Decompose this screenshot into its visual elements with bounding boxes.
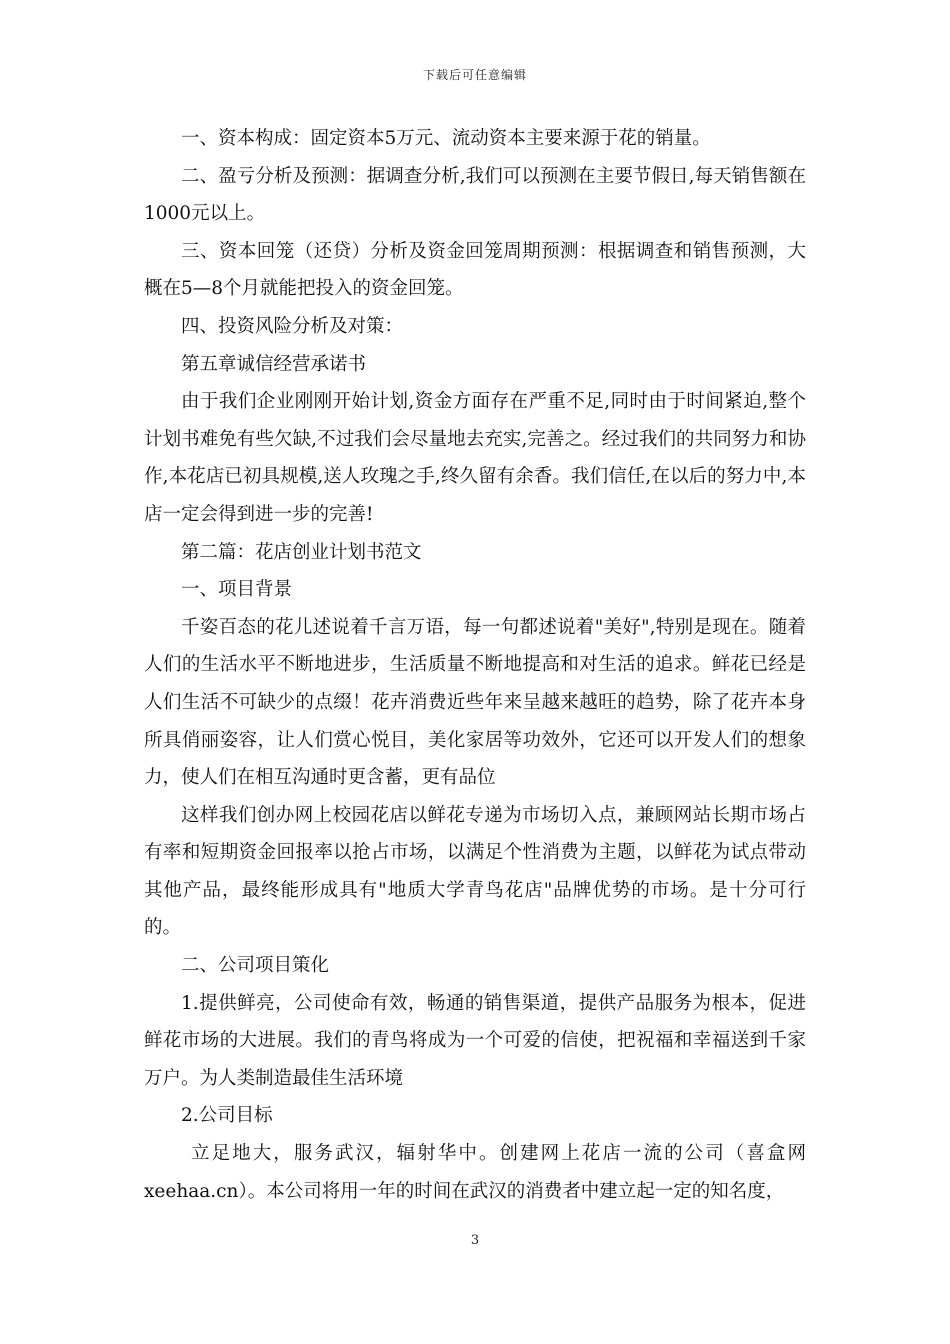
paragraph-project-background: 千姿百态的花儿述说着千言万语，每一句都述说着"美好",特别是现在。随着人们的生活水平不断地进步，生活质量不断地提高和对生活的追求。鲜花已经是人们生活不可缺少的点缀！花卉消费近些年来呈越来越旺的趋势，除了花卉本身所具俏丽姿容，让人们赏心悦目，美化家居等功效外，它还可以开发人们的想象力，使人们在相互沟通时更含蓄，更有品位 (144, 616, 806, 789)
page-number: 3 (470, 1233, 480, 1248)
section-two-heading: 第二篇：花店创业计划书范文 (181, 541, 422, 563)
paragraph-investment-risk: 四、投资风险分析及对策： (181, 315, 404, 337)
paragraph-company-goal: 立足地大，服务武汉，辐射华中。创建网上花店一流的公司（喜盒网xeehaa.cn）。本公司将用一年的时间在武汉的消费者中建立起一定的知名度， (144, 1143, 806, 1202)
paragraph-online-flower-shop: 这样我们创办网上校园花店以鲜花专递为市场切入点，兼顾网站长期市场占有率和短期资金回报率以抢占市场，以满足个性消费为主题，以鲜花为试点带动其他产品，最终能形成具有"地质大学青鸟花店"品牌优势的市场。是十分可行的。 (144, 804, 806, 939)
paragraph-integrity-commitment: 由于我们企业刚刚开始计划,资金方面存在严重不足,同时由于时间紧迫,整个计划书难免有些欠缺,不过我们会尽量地去充实,完善之。经过我们的共同努力和协作,本花店已初具规模,送人玫瑰之手,终久留有余香。我们信任,在以后的努力中,本店一定会得到进一步的完善! (144, 391, 806, 525)
paragraph-capital-structure: 一、资本构成：固定资本5万元、流动资本主要来源于花的销量。 (181, 128, 711, 149)
paragraph-company-mission: 1.提供鲜亮，公司使命有效，畅通的销售渠道，提供产品服务为根本，促进鲜花市场的大进展。我们的青鸟将成为一个可爱的信使，把祝福和幸福送到千家万户。为人类制造最佳生活环境 (144, 992, 806, 1089)
company-planning-heading: 二、公司项目策化 (181, 955, 330, 977)
page-header: 下载后可任意编辑 (422, 68, 527, 82)
document-body (144, 120, 806, 1210)
company-goal-heading: 2.公司目标 (181, 1105, 273, 1127)
paragraph-profit-loss: 二、盈亏分析及预测：据调查分析,我们可以预测在主要节假日,每天销售额在1000元以上。 (144, 165, 806, 225)
paragraph-capital-return: 三、资本回笼（还贷）分析及资金回笼周期预测：根据调查和销售预测，大概在5—8个月就能把投入的资金回笼。 (144, 240, 806, 300)
project-background-heading: 一、项目背景 (181, 579, 293, 601)
chapter-five-heading: 第五章诚信经营承诺书 (181, 353, 367, 375)
